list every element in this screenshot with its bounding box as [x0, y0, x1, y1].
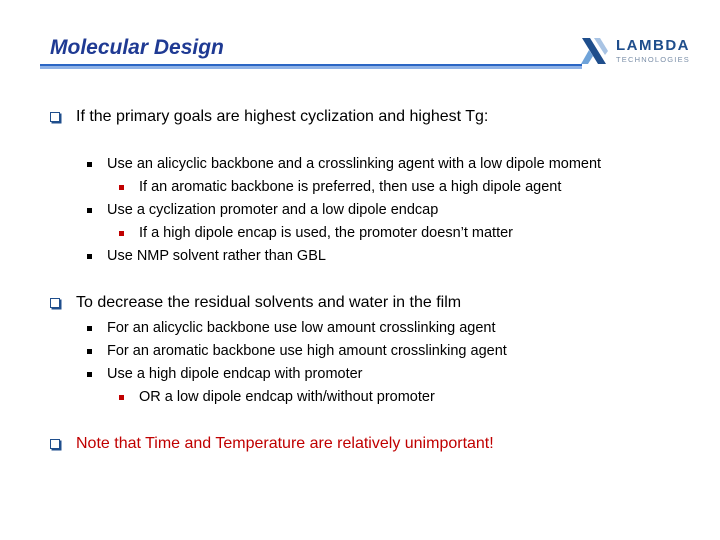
square-bullet-icon	[87, 349, 92, 354]
checkbox-bullet-icon	[50, 439, 60, 449]
logo-tagline: TECHNOLOGIES	[616, 55, 690, 64]
square-bullet-icon	[87, 372, 92, 377]
square-bullet-icon	[119, 395, 124, 400]
logo-wordmark: LAMBDA	[616, 37, 690, 54]
square-bullet-icon	[87, 208, 92, 213]
slide-title: Molecular Design	[50, 36, 224, 59]
square-bullet-icon	[87, 162, 92, 167]
checkbox-bullet-icon	[50, 112, 60, 122]
square-bullet-icon	[87, 326, 92, 331]
square-bullet-icon	[119, 185, 124, 190]
square-bullet-icon	[119, 231, 124, 236]
square-bullet-icon	[87, 254, 92, 259]
checkbox-bullet-icon	[50, 298, 60, 308]
slide-body: If the primary goals are highest cyclization and highest Tg: Use an alicyclic backbone and a crosslinking agent with a low dipole moment If an aromatic backbone is preferred, then use a high dipole agent Use a cyclization promoter and a low dipole endcap If a high dipole encap is used, the promoter doesn’t matter Use NMP solvent rather than GBL To decrease the residual solvents and water in the film For an alicyclic backbone use low amount crosslinking agent For an aromatic backbone use high amount crosslinking agent Use a high dipole endcap with promoter OR a low dipole endcap with/without promoter Note that Time and Temperature are relatively unimportant!	[0, 0, 720, 540]
